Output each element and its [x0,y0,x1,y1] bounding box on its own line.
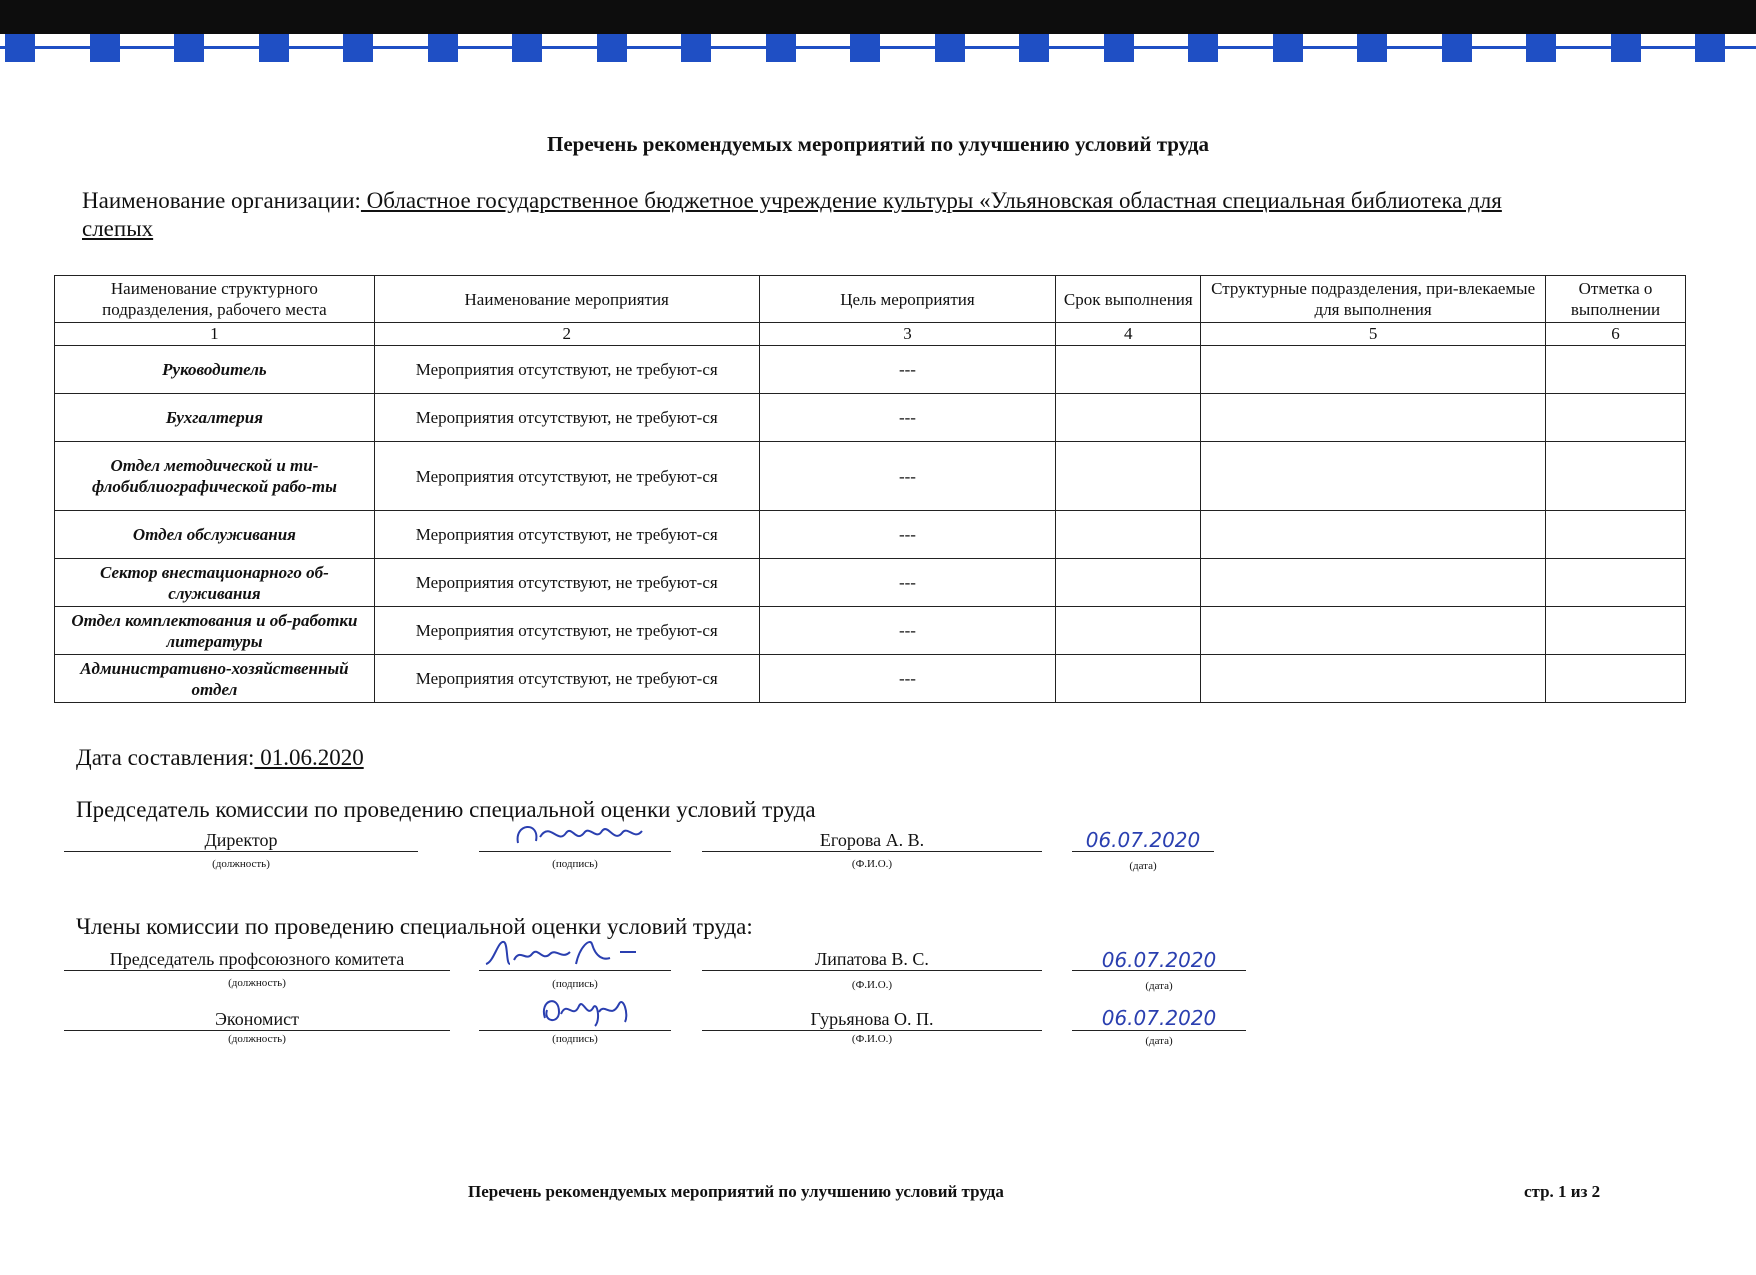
table-row [55,394,1686,442]
footer-title: Перечень рекомендуемых мероприятий по улучшению условий труда [468,1182,1004,1201]
row-units [1201,394,1546,442]
row-mark [1546,511,1686,559]
table-row [55,655,1686,703]
row-goal: --- [759,607,1056,655]
binding-mark [766,34,796,62]
binding-mark [5,34,35,62]
row-measure: Мероприятия отсутствуют, не требуют-ся [374,559,759,607]
row-term [1056,607,1201,655]
row-mark [1546,394,1686,442]
row-department: Административно-хозяйственный отдел [55,655,375,703]
col-number: 6 [1546,323,1686,346]
table-row [55,607,1686,655]
row-goal: --- [759,394,1056,442]
caption-signature: (подпись) [552,978,598,990]
row-mark [1546,607,1686,655]
row-goal: --- [759,655,1056,703]
row-measure: Мероприятия отсутствуют, не требуют-ся [374,442,759,511]
row-measure: Мероприятия отсутствуют, не требуют-ся [374,607,759,655]
row-units [1201,346,1546,394]
binding-mark [512,34,542,62]
row-term [1056,655,1201,703]
row-units [1201,559,1546,607]
date-compiled-label: Дата составления: [76,745,255,770]
document-title: Перечень рекомендуемых мероприятий по улучшению условий труда [547,132,1209,156]
member-position: Экономист [64,1008,450,1031]
binding-mark [597,34,627,62]
header-units: Структурные подразделения, при-влекаемые для выполнения [1201,276,1546,323]
binding-mark [259,34,289,62]
member-date: 06.07.2020 [1101,1006,1217,1030]
table-row [55,559,1686,607]
binding-mark [90,34,120,62]
member-name: Липатова В. С. [702,948,1042,971]
row-goal: --- [759,442,1056,511]
caption-position: (должность) [228,1033,286,1045]
row-goal: --- [759,559,1056,607]
row-goal: --- [759,511,1056,559]
row-department: Отдел обслуживания [55,511,375,559]
col-number: 1 [55,323,375,346]
row-department: Сектор внестационарного об-служивания [55,559,375,607]
member-date: 06.07.2020 [1101,948,1217,972]
binding-mark [343,34,373,62]
date-compiled-value: 01.06.2020 [254,745,364,770]
members-heading: Члены комиссии по проведению специальной оценки условий труда: [76,914,753,939]
measures-table [54,275,1686,703]
row-measure: Мероприятия отсутствуют, не требуют-ся [374,655,759,703]
caption-position: (должность) [212,858,270,870]
caption-signature: (подпись) [552,1033,598,1045]
member-name: Гурьянова О. П. [702,1008,1042,1031]
binding-mark [174,34,204,62]
caption-date: (дата) [1129,860,1157,872]
member-position: Председатель профсоюзного комитета [64,948,450,971]
binding-mark [1357,34,1387,62]
chairman-signature [510,815,660,855]
row-measure: Мероприятия отсутствуют, не требуют-ся [374,511,759,559]
chairman-date: 06.07.2020 [1085,828,1201,852]
table-row [55,511,1686,559]
row-mark [1546,559,1686,607]
header-measure: Наименование мероприятия [374,276,759,323]
header-department: Наименование структурного подразделения, рабочего места [55,276,375,323]
binding-mark [1611,34,1641,62]
binding-mark [428,34,458,62]
binding-mark [681,34,711,62]
col-number: 5 [1201,323,1546,346]
col-number: 2 [374,323,759,346]
caption-date: (дата) [1145,1035,1173,1047]
binding-mark [1273,34,1303,62]
row-mark [1546,346,1686,394]
caption-fio: (Ф.И.О.) [851,979,893,991]
binding-edge [0,0,1756,62]
binding-mark [935,34,965,62]
organization-line [82,187,1682,243]
binding-mark [1526,34,1556,62]
organization-label: Наименование организации: [82,188,361,213]
row-term [1056,394,1201,442]
col-number: 4 [1056,323,1201,346]
row-mark [1546,442,1686,511]
table-row [55,346,1686,394]
caption-fio: (Ф.И.О.) [851,1033,893,1045]
header-goal: Цель мероприятия [759,276,1056,323]
chairman-position: Директор [64,829,418,852]
row-term [1056,559,1201,607]
row-department: Бухгалтерия [55,394,375,442]
chairman-heading: Председатель комиссии по проведению специальной оценки условий труда [76,797,816,822]
row-units [1201,655,1546,703]
row-department: Руководитель [55,346,375,394]
binding-mark [1442,34,1472,62]
table-row [55,442,1686,511]
row-term [1056,511,1201,559]
row-units [1201,607,1546,655]
organization-name: Областное государственное бюджетное учреждение культуры «Ульяновская областная специальная библиотека для [360,188,1502,213]
member-signature [535,990,645,1032]
caption-signature: (подпись) [552,858,598,870]
col-number: 3 [759,323,1056,346]
row-measure: Мероприятия отсутствуют, не требуют-ся [374,346,759,394]
row-units [1201,511,1546,559]
caption-position: (должность) [228,977,286,989]
row-goal: --- [759,346,1056,394]
member-signature [480,934,650,974]
row-units [1201,442,1546,511]
row-term [1056,442,1201,511]
binding-mark [1188,34,1218,62]
header-mark: Отметка о выполнении [1546,276,1686,323]
caption-fio: (Ф.И.О.) [851,858,893,870]
header-term: Срок выполнения [1056,276,1201,323]
chairman-name: Егорова А. В. [702,829,1042,852]
row-department: Отдел методической и ти-флобиблиографической рабо-ты [55,442,375,511]
row-measure: Мероприятия отсутствуют, не требуют-ся [374,394,759,442]
page-number: стр. 1 из 2 [1524,1182,1601,1201]
binding-mark [1019,34,1049,62]
row-mark [1546,655,1686,703]
row-term [1056,346,1201,394]
binding-mark [1695,34,1725,62]
row-department: Отдел комплектования и об-работки литературы [55,607,375,655]
date-compiled [76,745,364,771]
binding-mark [1104,34,1134,62]
binding-mark [850,34,880,62]
caption-date: (дата) [1145,980,1173,992]
organization-name-cont: слепых [82,216,154,241]
